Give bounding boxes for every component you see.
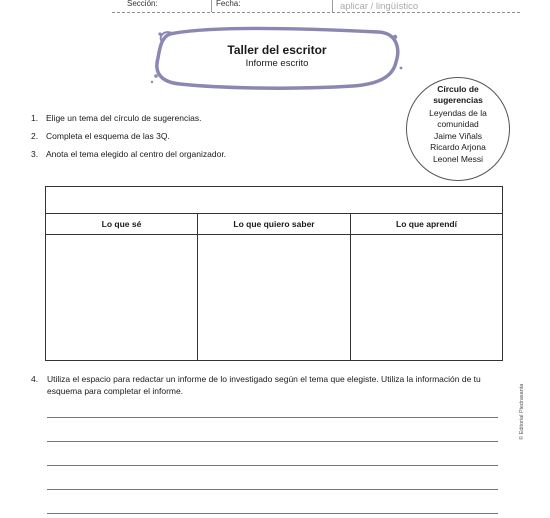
question-4 <box>31 373 501 397</box>
instruction-item <box>31 131 170 141</box>
writing-line[interactable] <box>47 513 498 514</box>
writing-line[interactable] <box>47 489 498 490</box>
suggestion-title-line: Círculo de <box>437 84 479 94</box>
kwl-organizer <box>45 186 503 361</box>
instruction-number: 1. <box>31 113 39 123</box>
suggestion-item: Leyendas de la <box>429 108 487 118</box>
header-line <box>112 12 520 13</box>
header-separator <box>211 0 212 12</box>
instruction-item <box>31 149 226 159</box>
question-text: Utiliza el espacio para redactar un informe de lo investigado según el tema que elegiste. Utiliza la información de tu esquema para completar el informe. <box>47 374 481 396</box>
writing-line[interactable] <box>47 441 498 442</box>
banner-subtitle: Informe escrito <box>245 58 309 69</box>
suggestion-item: Ricardo Arjona <box>430 142 486 153</box>
instruction-text: Completa el esquema de las 3Q. <box>46 131 170 141</box>
banner-title: Taller del escritor <box>227 43 327 57</box>
title-banner <box>148 24 406 90</box>
know-cell[interactable] <box>46 235 197 360</box>
publisher-credit: © Editorial Piedrasanta <box>519 383 525 440</box>
topic-field[interactable] <box>46 187 502 214</box>
writing-line[interactable] <box>47 465 498 466</box>
suggestion-circle <box>406 77 510 181</box>
instruction-number: 2. <box>31 131 39 141</box>
column-header-know: Lo que sé <box>101 219 142 229</box>
header-separator <box>332 0 333 12</box>
column-header-want: Lo que quiero saber <box>233 219 315 229</box>
question-number: 4. <box>31 374 39 384</box>
banner-frame-icon <box>148 24 406 90</box>
instruction-number: 3. <box>31 149 39 159</box>
fecha-label: Fecha: <box>216 0 241 8</box>
suggestion-title <box>407 84 509 106</box>
skills-text: aplicar / lingüístico <box>340 1 419 12</box>
suggestion-item: Leonel Messi <box>432 153 484 164</box>
page-header <box>0 0 550 20</box>
want-cell[interactable] <box>198 235 350 360</box>
learned-cell[interactable] <box>351 235 502 360</box>
suggestion-item: comunidad <box>437 119 479 130</box>
column-header-learned: Lo que aprendí <box>396 219 457 229</box>
writing-line[interactable] <box>47 417 498 418</box>
suggestion-item: Jaime Viñals <box>433 130 483 141</box>
instruction-text: Anota el tema elegido al centro del organizador. <box>46 149 227 159</box>
instruction-text: Elige un tema del círculo de sugerencias. <box>46 113 202 123</box>
seccion-label: Sección: <box>127 0 158 8</box>
instruction-item <box>31 113 201 123</box>
suggestion-list <box>407 108 509 165</box>
suggestion-title-line: sugerencias <box>433 95 483 105</box>
